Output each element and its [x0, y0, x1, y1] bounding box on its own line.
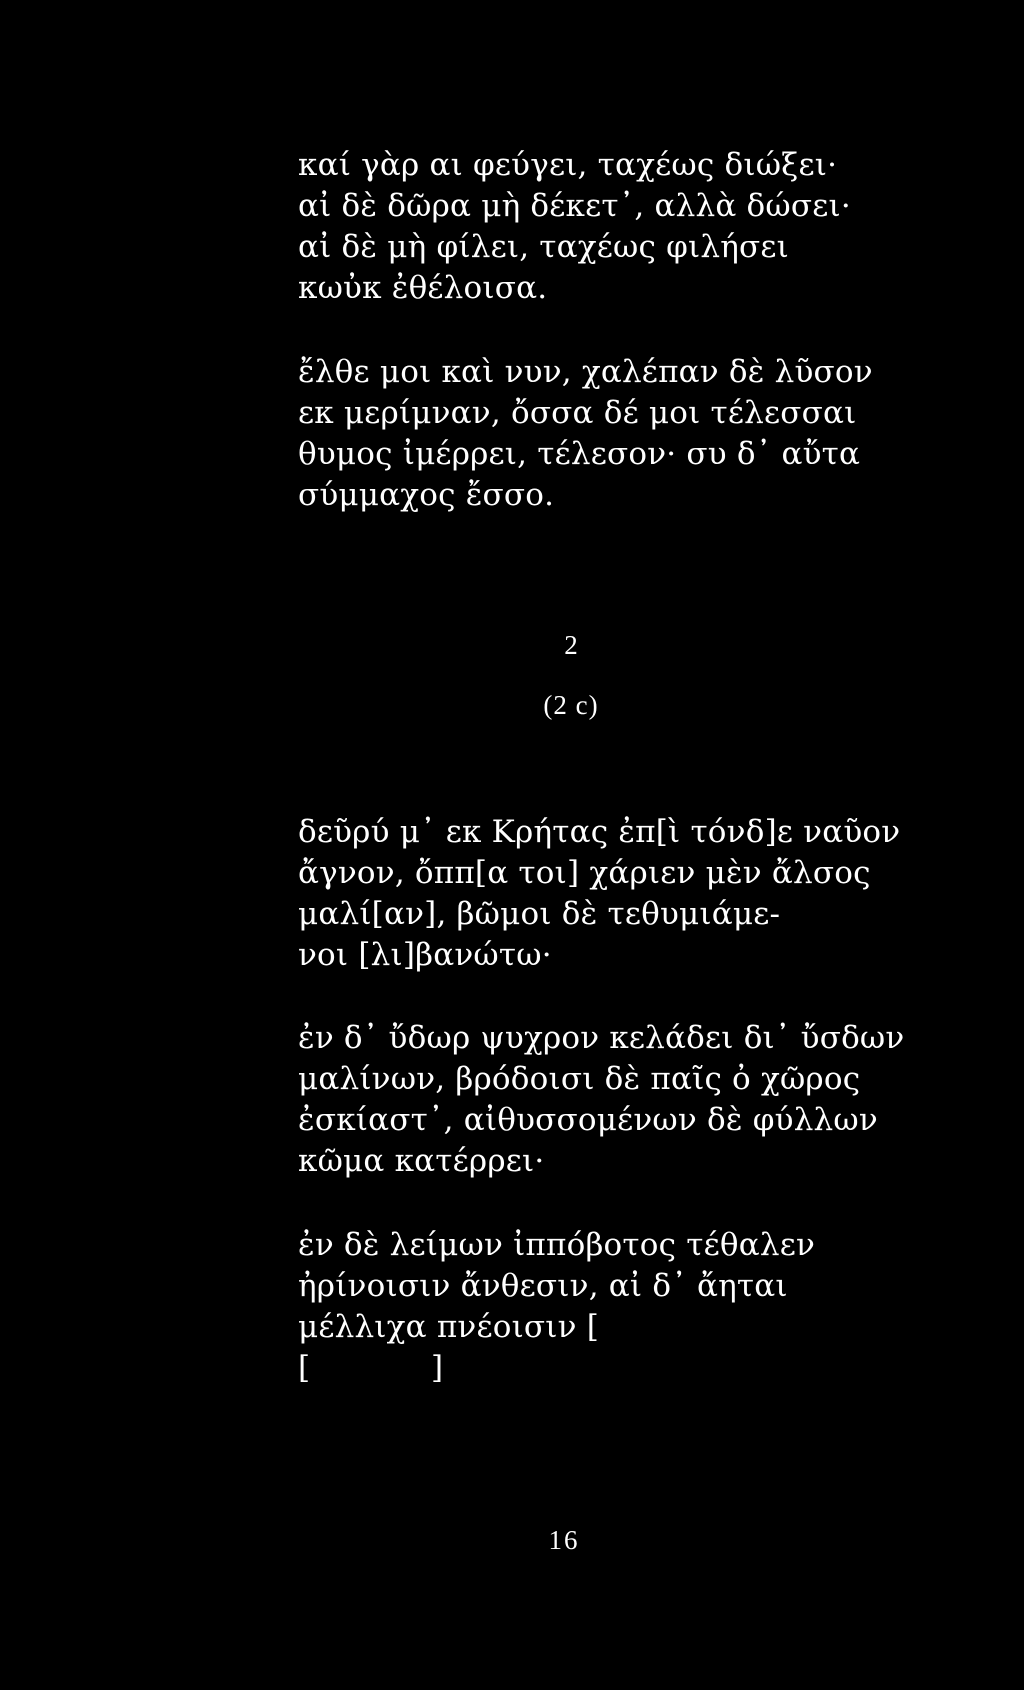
poem-number: 2: [564, 630, 578, 660]
stanza-2: [298, 352, 873, 516]
poem-subnumber: (2 c): [543, 690, 599, 720]
verse-line: ἄγνον, ὄππ[α τοι] χάριεν μὲν ἄλσος: [298, 855, 871, 891]
verse-line: μαλί[αν], βῶμοι δὲ τεθυμιάμε-: [298, 896, 781, 932]
verse-line: ἐν δ᾽ ὔδωρ ψυχρον κελάδει δι᾽ ὔσδων: [298, 1020, 905, 1056]
verse-line: μέλλιχα πνέοισιν [: [298, 1309, 600, 1345]
verse-line: θυμος ἰμέρρει, τέλεσον· συ δ᾽ αὔτα: [298, 436, 861, 472]
verse-line: μαλίνων, βρόδοισι δὲ παῖς ὀ χῶρος: [298, 1061, 861, 1097]
stanza-1: [298, 145, 851, 309]
verse-line: σύμμαχος ἔσσο.: [298, 477, 555, 513]
verse-line: κωὐκ ἐθέλοισα.: [298, 270, 548, 306]
stanza-5: [298, 1225, 815, 1389]
verse-line: δεῦρύ μ᾽ εκ Κρήτας ἐπ[ὶ τόνδ]ε ναῦον: [298, 814, 901, 850]
verse-line: κῶμα κατέρρει·: [298, 1143, 545, 1179]
verse-line: αἰ δὲ δῶρα μὴ δέκετ᾽, αλλὰ δώσει·: [298, 188, 851, 224]
page-number: 16: [548, 1525, 580, 1555]
verse-line: αἰ δὲ μὴ φίλει, ταχέως φιλήσει: [298, 229, 789, 265]
verse-line: νοι [λι]βανώτω·: [298, 937, 552, 973]
verse-line: ἐν δὲ λείμων ἰππόβοτος τέθαλεν: [298, 1227, 816, 1263]
verse-line: [ ]: [298, 1350, 444, 1386]
verse-line: ἠρίνοισιν ἄνθεσιν, αἰ δ᾽ ἄηται: [298, 1268, 788, 1304]
verse-line: ἐσκίαστ᾽, αἰθυσσομένων δὲ φύλλων: [298, 1102, 878, 1138]
stanza-4: [298, 1018, 904, 1182]
verse-line: εκ μερίμναν, ὄσσα δέ μοι τέλεσσαι: [298, 395, 857, 431]
verse-line: καί γὰρ αι φεύγει, ταχέως διώξει·: [298, 147, 838, 183]
verse-line: ἔλθε μοι καὶ νυν, χαλέπαν δὲ λῦσον: [298, 354, 873, 390]
stanza-3: [298, 812, 900, 976]
